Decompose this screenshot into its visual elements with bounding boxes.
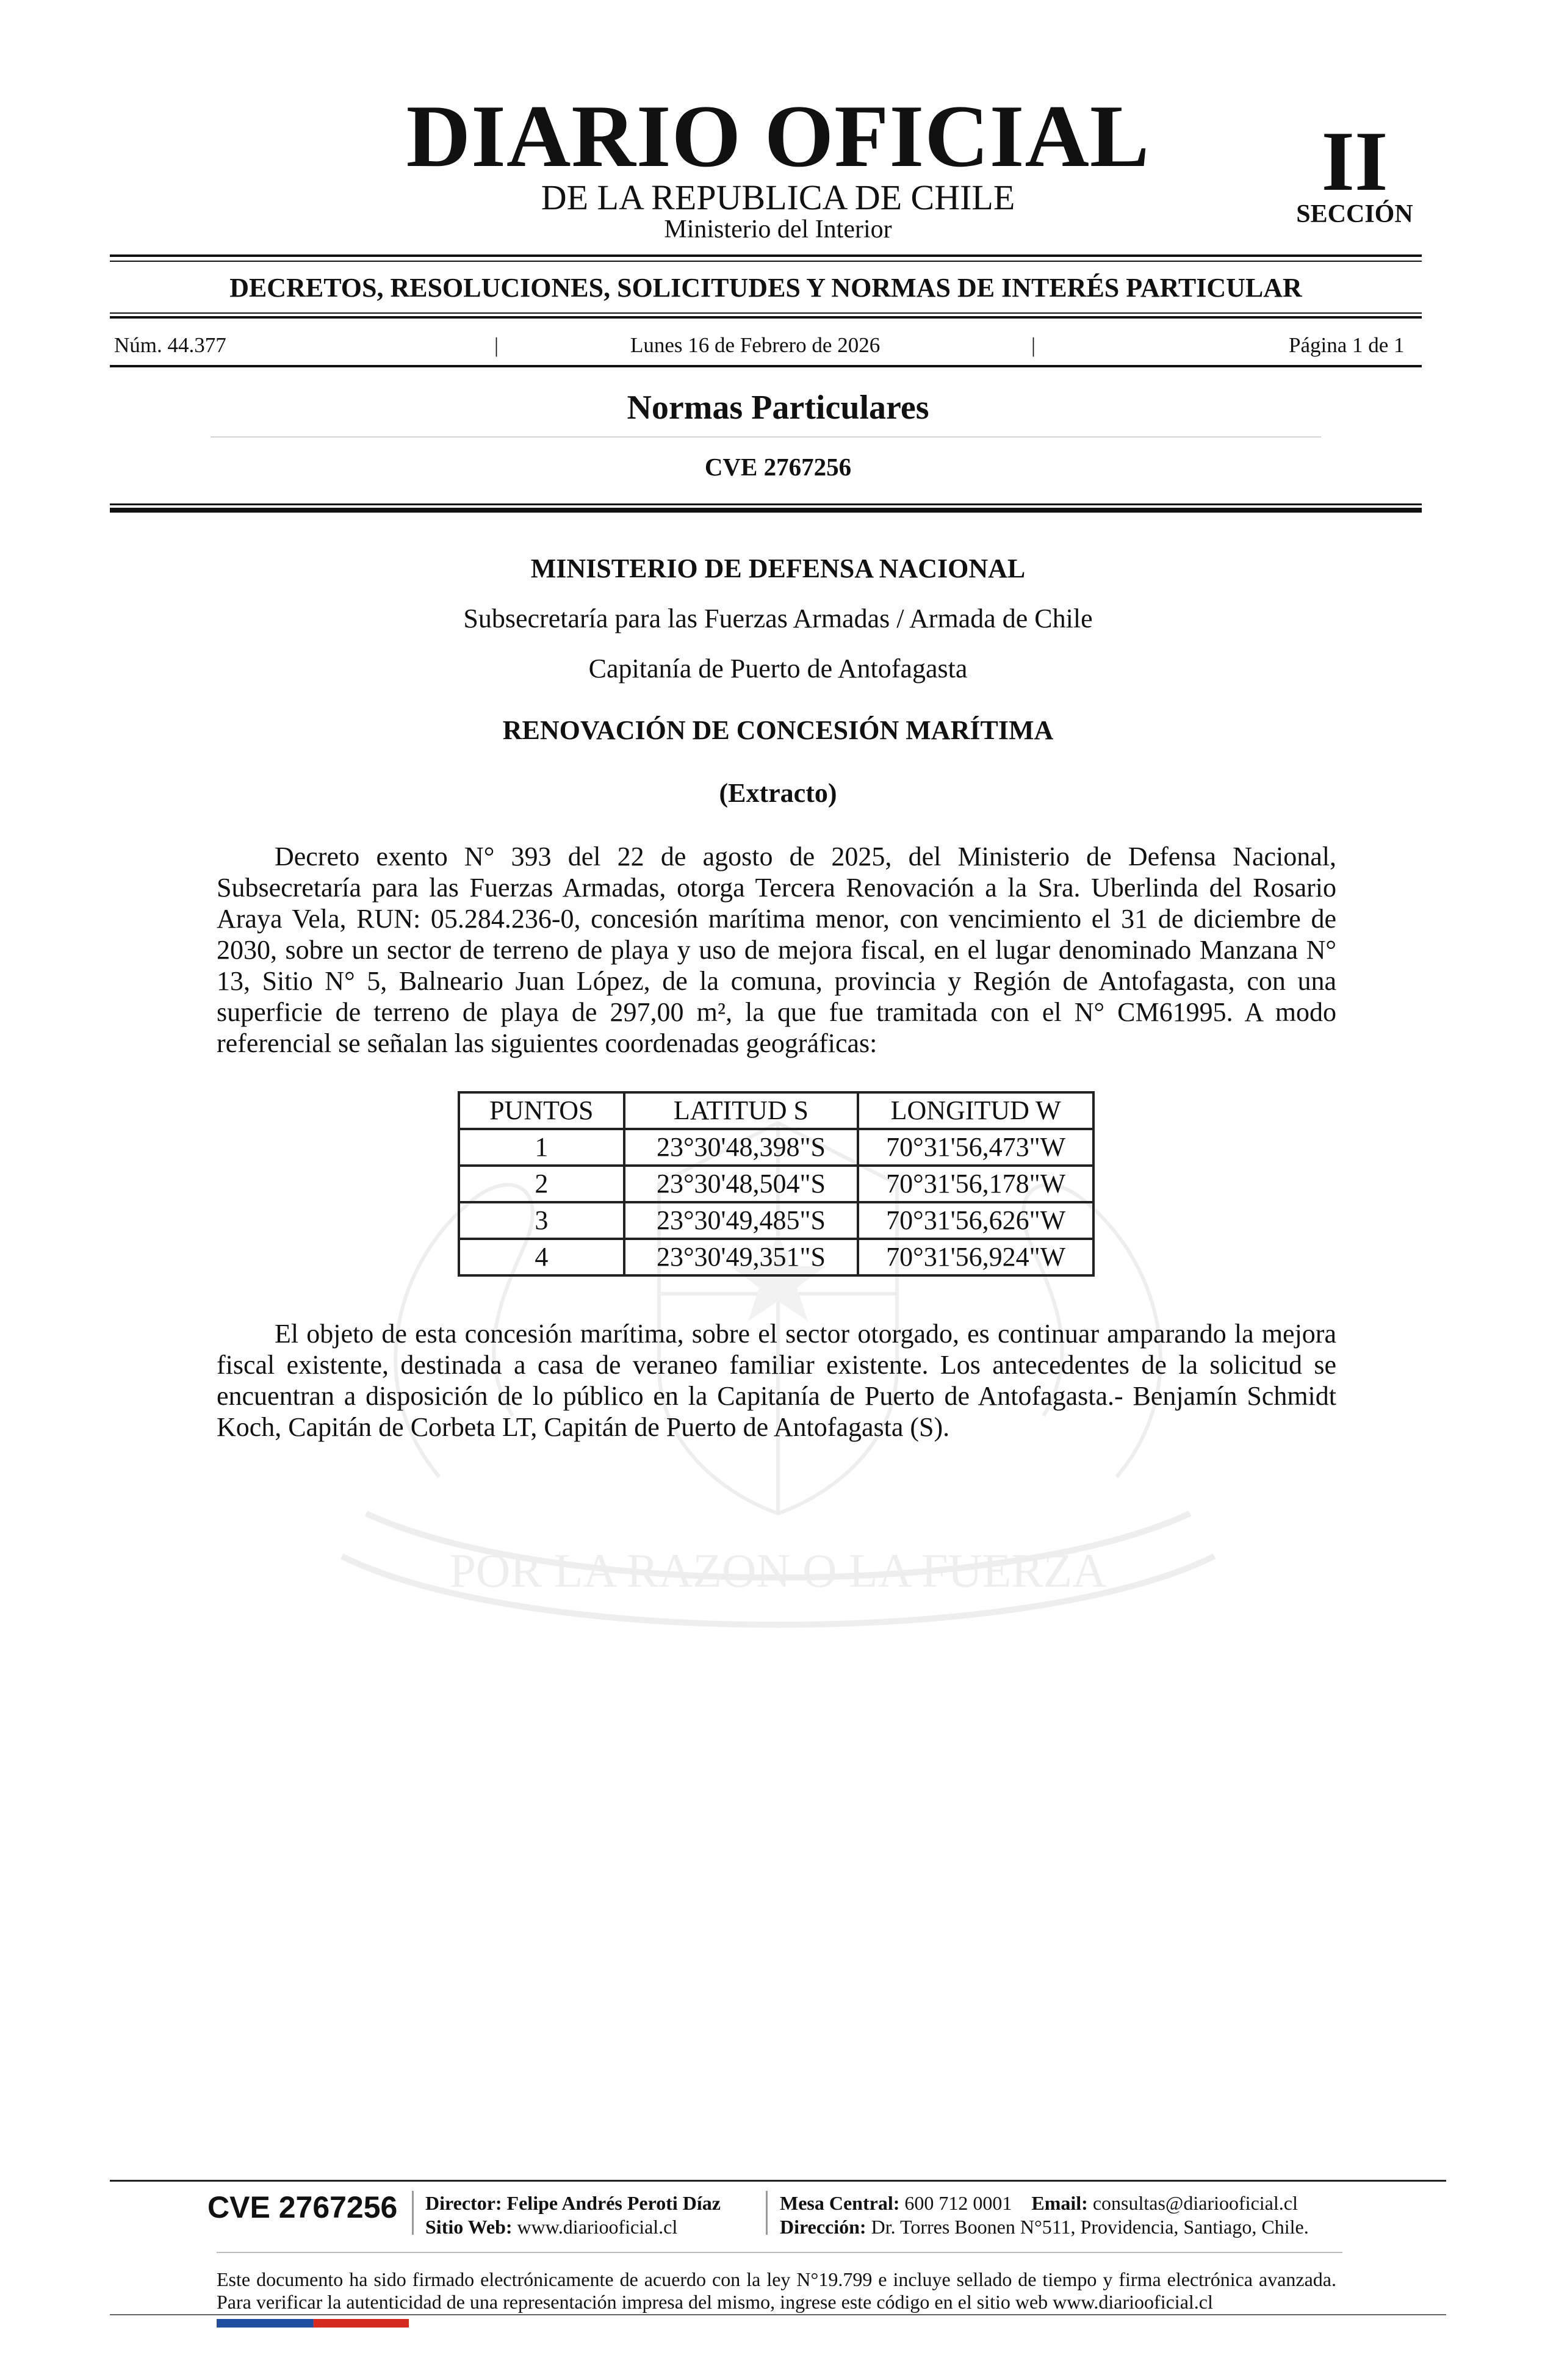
- footer-contact: [780, 2191, 1298, 2215]
- meta-separator: |: [1031, 333, 1036, 357]
- table-row: [459, 1129, 1093, 1166]
- table-cell: 23°30'48,504"S: [624, 1166, 859, 1202]
- table-cell: 2: [459, 1166, 624, 1202]
- mesa-label: Mesa Central:: [780, 2192, 900, 2214]
- footer-separator: [412, 2191, 414, 2235]
- table-cell: 70°31'56,473"W: [858, 1129, 1093, 1166]
- footer-website: [425, 2215, 677, 2238]
- table-cell: 70°31'56,924"W: [858, 1239, 1093, 1275]
- table-cell: 70°31'56,626"W: [858, 1202, 1093, 1239]
- director-name: Felipe Andrés Peroti Díaz: [506, 2192, 721, 2214]
- capitania-heading: Capitanía de Puerto de Antofagasta: [588, 654, 968, 683]
- table-cell: 23°30'49,351"S: [624, 1239, 859, 1275]
- issue-date: Lunes 16 de Febrero de 2026: [630, 333, 881, 357]
- section-title-underline: [211, 436, 1321, 438]
- flag-stripe-red: [313, 2319, 409, 2328]
- document-title: RENOVACIÓN DE CONCESIÓN MARÍTIMA: [502, 715, 1054, 745]
- footer-address: [780, 2215, 1309, 2238]
- body-paragraph-2: El objeto de esta concesión marítima, sobre el sector otorgado, es continuar amparando la mejora fiscal existente, destinada a casa de veraneo familiar existente. Los antecedentes de la solicitud se encuentran a disposición de lo público en la Capitanía de Puerto de Antofagasta.- Benjamín Schmidt Koch, Capitán de Corbeta LT, Capitán de Puerto de Antofagasta (S).: [217, 1319, 1336, 1442]
- table-cell: 3: [459, 1202, 624, 1239]
- table-cell: 4: [459, 1239, 624, 1275]
- footer-rule: [110, 2180, 1446, 2182]
- table-cell: 23°30'48,398"S: [624, 1129, 859, 1166]
- table-row: [459, 1166, 1093, 1202]
- email-link[interactable]: consultas@diariooficial.cl: [1092, 2192, 1298, 2214]
- footer-bottom-rule: [110, 2314, 1446, 2315]
- footer-cve-code: CVE 2767256: [207, 2190, 398, 2224]
- flag-stripe-blue: [217, 2319, 313, 2328]
- cve-code: CVE 2767256: [704, 453, 852, 481]
- address-value: Dr. Torres Boonen N°511, Providencia, Santiago, Chile.: [871, 2216, 1309, 2238]
- website-link[interactable]: www.diariooficial.cl: [517, 2216, 678, 2238]
- table-row: [459, 1202, 1093, 1239]
- masthead-subtitle: DE LA REPUBLICA DE CHILE: [541, 178, 1015, 217]
- extract-label: (Extracto): [719, 778, 837, 808]
- section-number: II: [1321, 114, 1388, 209]
- header-rule: [110, 503, 1422, 505]
- column-header: LATITUD S: [624, 1092, 859, 1129]
- footer-separator: [766, 2191, 768, 2235]
- table-row: [459, 1239, 1093, 1275]
- page-indicator: Página 1 de 1: [1289, 333, 1405, 357]
- band-rule: [110, 312, 1422, 314]
- subsecretaria-heading: Subsecretaría para las Fuerzas Armadas / Armada de Chile: [463, 604, 1093, 633]
- band-title: DECRETOS, RESOLUCIONES, SOLICITUDES Y NORMAS DE INTERÉS PARTICULAR: [229, 273, 1302, 303]
- coordinates-table: [458, 1091, 1095, 1277]
- footer-legal-note: Este documento ha sido firmado electrónicamente de acuerdo con la ley N°19.799 e incluye sellado de tiempo y firma electrónica avanzada. Para verificar la autenticidad de una representación impresa del mismo, ingrese este código en el sitio web www.diariooficial.cl: [217, 2268, 1336, 2313]
- issue-number: Núm. 44.377: [114, 333, 226, 357]
- band-rule-thick: [110, 316, 1422, 319]
- ministry-heading: MINISTERIO DE DEFENSA NACIONAL: [530, 554, 1026, 583]
- table-cell: 1: [459, 1129, 624, 1166]
- footer-director: [425, 2191, 721, 2215]
- table-cell: 23°30'49,485"S: [624, 1202, 859, 1239]
- mesa-phone: 600 712 0001: [904, 2192, 1012, 2214]
- masthead-rule: [110, 254, 1422, 257]
- website-label: Sitio Web:: [425, 2216, 513, 2238]
- meta-separator: |: [494, 333, 499, 357]
- masthead-rule-thin: [110, 261, 1422, 262]
- address-label: Dirección:: [780, 2216, 866, 2238]
- table-cell: 70°31'56,178"W: [858, 1166, 1093, 1202]
- column-header: PUNTOS: [459, 1092, 624, 1129]
- column-header: LONGITUD W: [858, 1092, 1093, 1129]
- section-label: SECCIÓN: [1296, 200, 1413, 228]
- body-paragraph-1: Decreto exento N° 393 del 22 de agosto de 2025, del Ministerio de Defensa Nacional, Subsecretaría para las Fuerzas Armadas, otorga Tercera Renovación a la Sra. Uberlinda del Rosario Araya Vela, RUN: 05.284.236-0, concesión marítima menor, con vencimiento el 31 de diciembre de 2030, sobre un sector de terreno de playa y uso de mejora fiscal, en el lugar denominado Manzana N° 13, Sitio N° 5, Balneario Juan López, de la comuna, provincia y Región de Antofagasta, con una superficie de terreno de playa de 297,00 m², la que fue tramitada con el N° CM61995. A modo referencial se señalan las siguientes coordenadas geográficas:: [217, 842, 1336, 1058]
- masthead-ministry: Ministerio del Interior: [664, 215, 892, 243]
- footer-divider: [217, 2252, 1342, 2253]
- header-rule-thick: [110, 508, 1422, 513]
- masthead-title: DIARIO OFICIAL: [406, 87, 1150, 186]
- section-title: Normas Particulares: [627, 389, 929, 427]
- director-label: Director:: [425, 2192, 502, 2214]
- meta-rule: [110, 365, 1422, 367]
- email-label: Email:: [1031, 2192, 1088, 2214]
- watermark-motto: POR LA RAZON O LA FUERZA: [449, 1544, 1107, 1597]
- table-header-row: [459, 1092, 1093, 1129]
